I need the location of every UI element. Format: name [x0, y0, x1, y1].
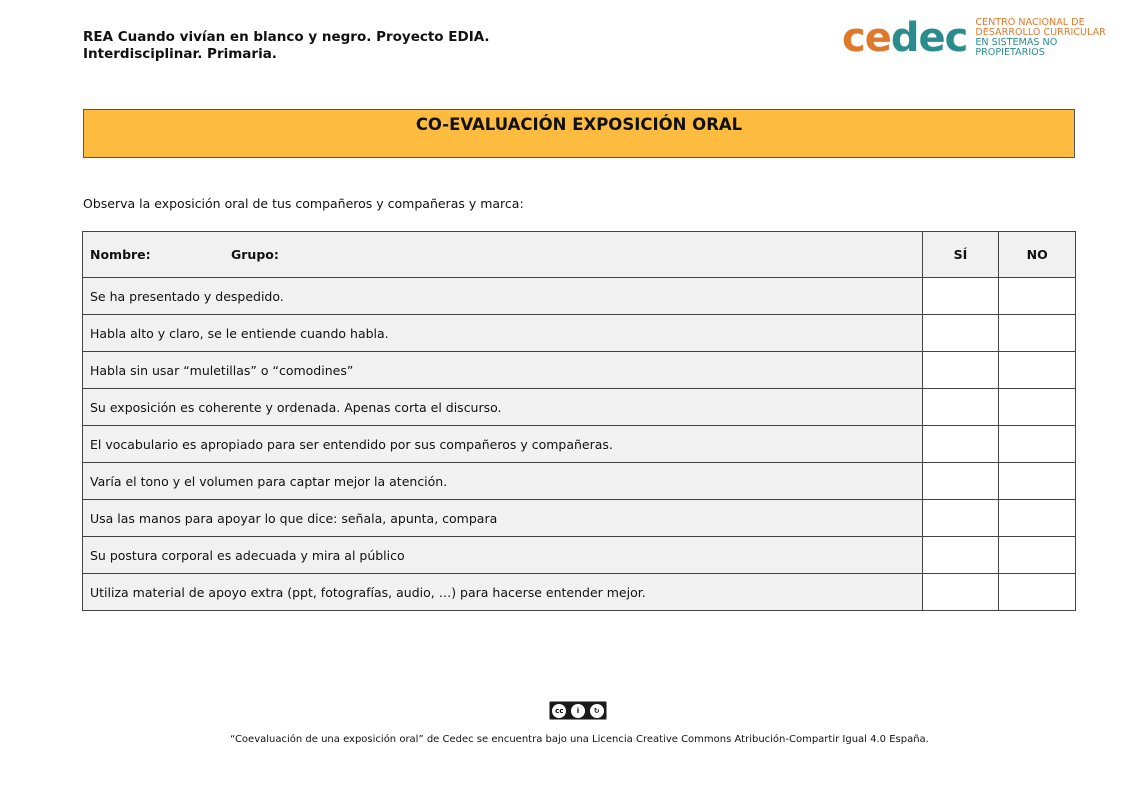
- yes-checkbox-cell[interactable]: [922, 389, 999, 426]
- creative-commons-badge: [549, 701, 607, 720]
- nombre-label: Nombre:: [90, 247, 151, 262]
- no-checkbox-cell[interactable]: [999, 315, 1076, 352]
- cedec-logo-text: [975, 18, 1123, 58]
- no-checkbox-cell[interactable]: [999, 500, 1076, 537]
- no-checkbox-cell[interactable]: [999, 574, 1076, 611]
- table-header-row: [83, 232, 1076, 278]
- cedec-logo: [842, 15, 1123, 61]
- share-alike-icon: ↻: [590, 704, 604, 718]
- license-notice: [0, 734, 1123, 745]
- header-line-1: REA Cuando vivían en blanco y negro. Proyecto EDIA.: [83, 29, 490, 45]
- criterion-cell: El vocabulario es apropiado para ser entendido por sus compañeros y compañeras.: [83, 426, 923, 463]
- logo-mark-dec: dec: [890, 15, 968, 61]
- table-row: [83, 574, 1076, 611]
- no-checkbox-cell[interactable]: [999, 389, 1076, 426]
- logo-text-line-3: EN SISTEMAS NO PROPIETARIOS: [975, 37, 1058, 58]
- yes-checkbox-cell[interactable]: [922, 574, 999, 611]
- yes-checkbox-cell[interactable]: [922, 278, 999, 315]
- yes-checkbox-cell[interactable]: [922, 537, 999, 574]
- cc-icon: cc: [552, 704, 566, 718]
- no-checkbox-cell[interactable]: [999, 463, 1076, 500]
- attribution-icon: i: [571, 704, 585, 718]
- criterion-cell: Varía el tono y el volumen para captar mejor la atención.: [83, 463, 923, 500]
- name-group-header: [83, 232, 923, 278]
- table-row: [83, 426, 1076, 463]
- criterion-cell: Habla sin usar “muletillas” o “comodines”: [83, 352, 923, 389]
- page-title: CO-EVALUACIÓN EXPOSICIÓN ORAL: [415, 115, 743, 134]
- criterion-cell: Habla alto y claro, se le entiende cuando habla.: [83, 315, 923, 352]
- no-checkbox-cell[interactable]: [999, 426, 1076, 463]
- no-checkbox-cell[interactable]: [999, 537, 1076, 574]
- logo-text-line-2: DESARROLLO CURRICULAR: [975, 27, 1106, 38]
- table-row: [83, 278, 1076, 315]
- no-checkbox-cell[interactable]: [999, 352, 1076, 389]
- cedec-logo-mark: [842, 15, 968, 61]
- table-row: [83, 500, 1076, 537]
- criterion-cell: Usa las manos para apoyar lo que dice: señala, apunta, compara: [83, 500, 923, 537]
- yes-checkbox-cell[interactable]: [922, 315, 999, 352]
- criterion-cell: Su exposición es coherente y ordenada. Apenas corta el discurso.: [83, 389, 923, 426]
- evaluation-table: [82, 231, 1076, 611]
- yes-checkbox-cell[interactable]: [922, 463, 999, 500]
- table-row: [83, 537, 1076, 574]
- criterion-cell: Su postura corporal es adecuada y mira al público: [83, 537, 923, 574]
- criterion-cell: Se ha presentado y despedido.: [83, 278, 923, 315]
- table-row: [83, 315, 1076, 352]
- yes-column-header: SÍ: [922, 232, 999, 278]
- no-checkbox-cell[interactable]: [999, 278, 1076, 315]
- logo-mark-ce: ce: [842, 15, 891, 61]
- yes-checkbox-cell[interactable]: [922, 352, 999, 389]
- yes-checkbox-cell[interactable]: [922, 500, 999, 537]
- license-text: “Coevaluación de una exposición oral” de Cedec se encuentra bajo una Licencia Creative Commons Atribución-Compartir Igual 4.0 España.: [230, 734, 929, 745]
- table-row: [83, 463, 1076, 500]
- table-row: [83, 352, 1076, 389]
- instruction-text: Observa la exposición oral de tus compañeros y compañeras y marca:: [83, 196, 524, 211]
- yes-checkbox-cell[interactable]: [922, 426, 999, 463]
- document-header: [83, 29, 490, 63]
- title-banner: [83, 109, 1075, 158]
- header-line-2: Interdisciplinar. Primaria.: [83, 46, 277, 62]
- grupo-label: Grupo:: [231, 247, 279, 262]
- no-column-header: NO: [999, 232, 1076, 278]
- logo-text-line-1: CENTRO NACIONAL DE: [975, 17, 1085, 28]
- criterion-cell: Utiliza material de apoyo extra (ppt, fotografías, audio, …) para hacerse entender mejor.: [83, 574, 923, 611]
- table-row: [83, 389, 1076, 426]
